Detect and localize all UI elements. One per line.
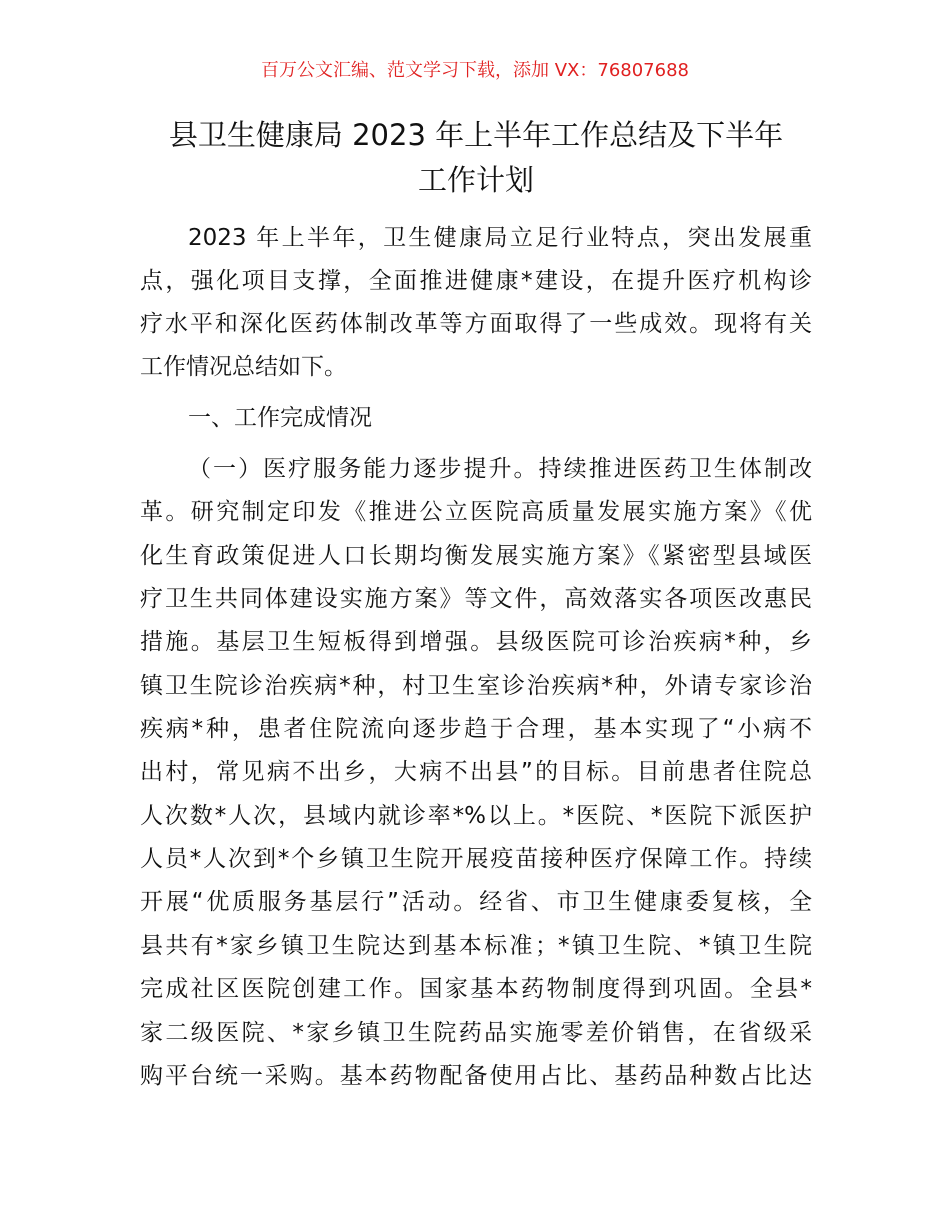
section-heading: 一、工作完成情况 [188, 405, 372, 431]
text-line: 人员*人次到*个乡镇卫生院开展疫苗接种医疗保障工作。持续 [140, 846, 812, 872]
text-line: 疗水平和深化医药体制改革等方面取得了一些成效。现将有关 [140, 311, 812, 337]
text-line: 完成社区医院创建工作。国家基本药物制度得到巩固。全县* [140, 976, 812, 1002]
text-line: 措施。基层卫生短板得到增强。县级医院可诊治疾病*种，乡 [140, 629, 812, 655]
text-line: 镇卫生院诊治疾病*种，村卫生室诊治疾病*种，外请专家诊治 [140, 673, 812, 699]
text-line: 化生育政策促进人口长期均衡发展实施方案》《紧密型县域医 [140, 543, 812, 569]
text-line: 工作情况总结如下。 [140, 354, 347, 380]
text-line: 人次数*人次，县域内就诊率*%以上。*医院、*医院下派医护 [140, 803, 812, 829]
text-line: 疾病*种，患者住院流向逐步趋于合理，基本实现了“小病不 [140, 716, 812, 742]
title-line: 县卫生健康局 2023 年上半年工作总结及下半年 [168, 118, 784, 152]
text-line: 开展“优质服务基层行”活动。经省、市卫生健康委复核，全 [140, 889, 812, 915]
banner-watermark-text: 百万公文汇编、范文学习下载，添加 VX：76807688 [261, 60, 689, 81]
text-line: 2023 年上半年，卫生健康局立足行业特点，突出发展重 [188, 225, 812, 251]
text-line: 购平台统一采购。基本药物配备使用占比、基药品种数占比达 [140, 1063, 812, 1089]
text-line: 疗卫生共同体建设实施方案》等文件，高效落实各项医改惠民 [140, 586, 812, 612]
text-line: 点，强化项目支撑，全面推进健康*建设，在提升医疗机构诊 [140, 268, 812, 294]
text-line: （一）医疗服务能力逐步提升。持续推进医药卫生体制改 [188, 456, 812, 482]
text-line: 家二级医院、*家乡镇卫生院药品实施零差价销售，在省级采 [140, 1020, 812, 1046]
text-line: 县共有*家乡镇卫生院达到基本标准；*镇卫生院、*镇卫生院 [140, 933, 812, 959]
title-line: 工作计划 [417, 163, 534, 197]
text-line: 出村，常见病不出乡，大病不出县”的目标。目前患者住院总 [140, 759, 812, 785]
text-line: 革。研究制定印发《推进公立医院高质量发展实施方案》《优 [140, 499, 812, 525]
